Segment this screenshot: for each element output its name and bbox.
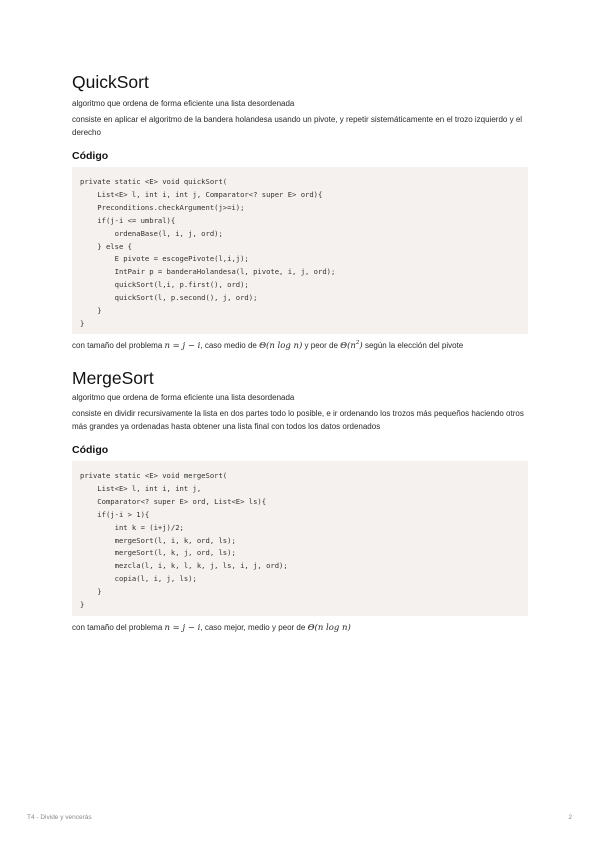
quicksort-code-block: [72, 167, 528, 334]
all-cases-formula: Θ(n log n): [307, 623, 351, 633]
complexity-prefix: con tamaño del problema: [72, 623, 165, 632]
problem-size-formula: n = j − i: [164, 623, 201, 633]
complexity-mid: , caso medio de: [200, 341, 260, 350]
footer-title: T4 - Divide y vencerás: [27, 814, 92, 821]
mergesort-complexity: [72, 621, 528, 635]
page-number: 2: [568, 814, 572, 821]
complexity-suffix: según la elección del pivote: [362, 341, 464, 350]
average-case-formula: Θ(n log n): [259, 341, 303, 351]
worst-case-formula: [340, 341, 363, 351]
mergesort-description: algoritmo que ordena de forma eficiente una lista desordenada: [72, 393, 295, 402]
worst-case-exponent: 2: [355, 340, 360, 347]
complexity-mid2: y peor de: [302, 341, 341, 350]
mergesort-code-heading: Código: [72, 444, 109, 456]
mergesort-code: private static <E> void mergeSort( List<E> l, int i, int j, Comparator<? super E> ord, List<E> ls){ if(j-i > 1){ int k = (i+j)/2; mergeSort(l, i, k, ord, ls); mergeSort(l, k, j, ord, ls); mezcla(l, i, k, l, k, j, ls, i, j, ord); copia(l, i, j, ls); } }: [80, 471, 288, 610]
mergesort-explanation: consiste en dividir recursivamente la lista en dos partes todo lo posible, e ir ordenando los trozos más pequeños haciendo otros más grandes ya ordenadas hasta obtener una lista final con todos los datos ordenados: [72, 409, 524, 431]
quicksort-complexity: [72, 339, 528, 353]
mergesort-title: MergeSort: [72, 368, 154, 388]
complexity-mid: , caso mejor, medio y peor de: [200, 623, 308, 632]
problem-size-formula: n = j − i: [164, 341, 201, 351]
worst-case-base: Θ(n: [340, 341, 356, 351]
complexity-prefix: con tamaño del problema: [72, 341, 165, 350]
quicksort-description: algoritmo que ordena de forma eficiente una lista desordenada: [72, 99, 295, 108]
quicksort-title: QuickSort: [72, 72, 149, 92]
worst-case-close: ): [359, 341, 363, 351]
quicksort-explanation: consiste en aplicar el algoritmo de la bandera holandesa usando un pivote, y repetir sistemáticamente en el trozo izquierdo y el derecho: [72, 115, 523, 137]
mergesort-code-block: [72, 461, 528, 616]
quicksort-code: private static <E> void quickSort( List<E> l, int i, int j, Comparator<? super E> ord){ Preconditions.checkArgument(j>=i); if(j-i <= umbral){ ordenaBase(l, i, j, ord); } else { E pivote = escogePivote(l,i,j); IntPair p = banderaHolandesa(l, pivote, i, j, ord); quickSort(l,i, p.first(), ord); quickSort(l, p.second(), j, ord); } }: [80, 177, 336, 328]
quicksort-code-heading: Código: [72, 150, 109, 162]
